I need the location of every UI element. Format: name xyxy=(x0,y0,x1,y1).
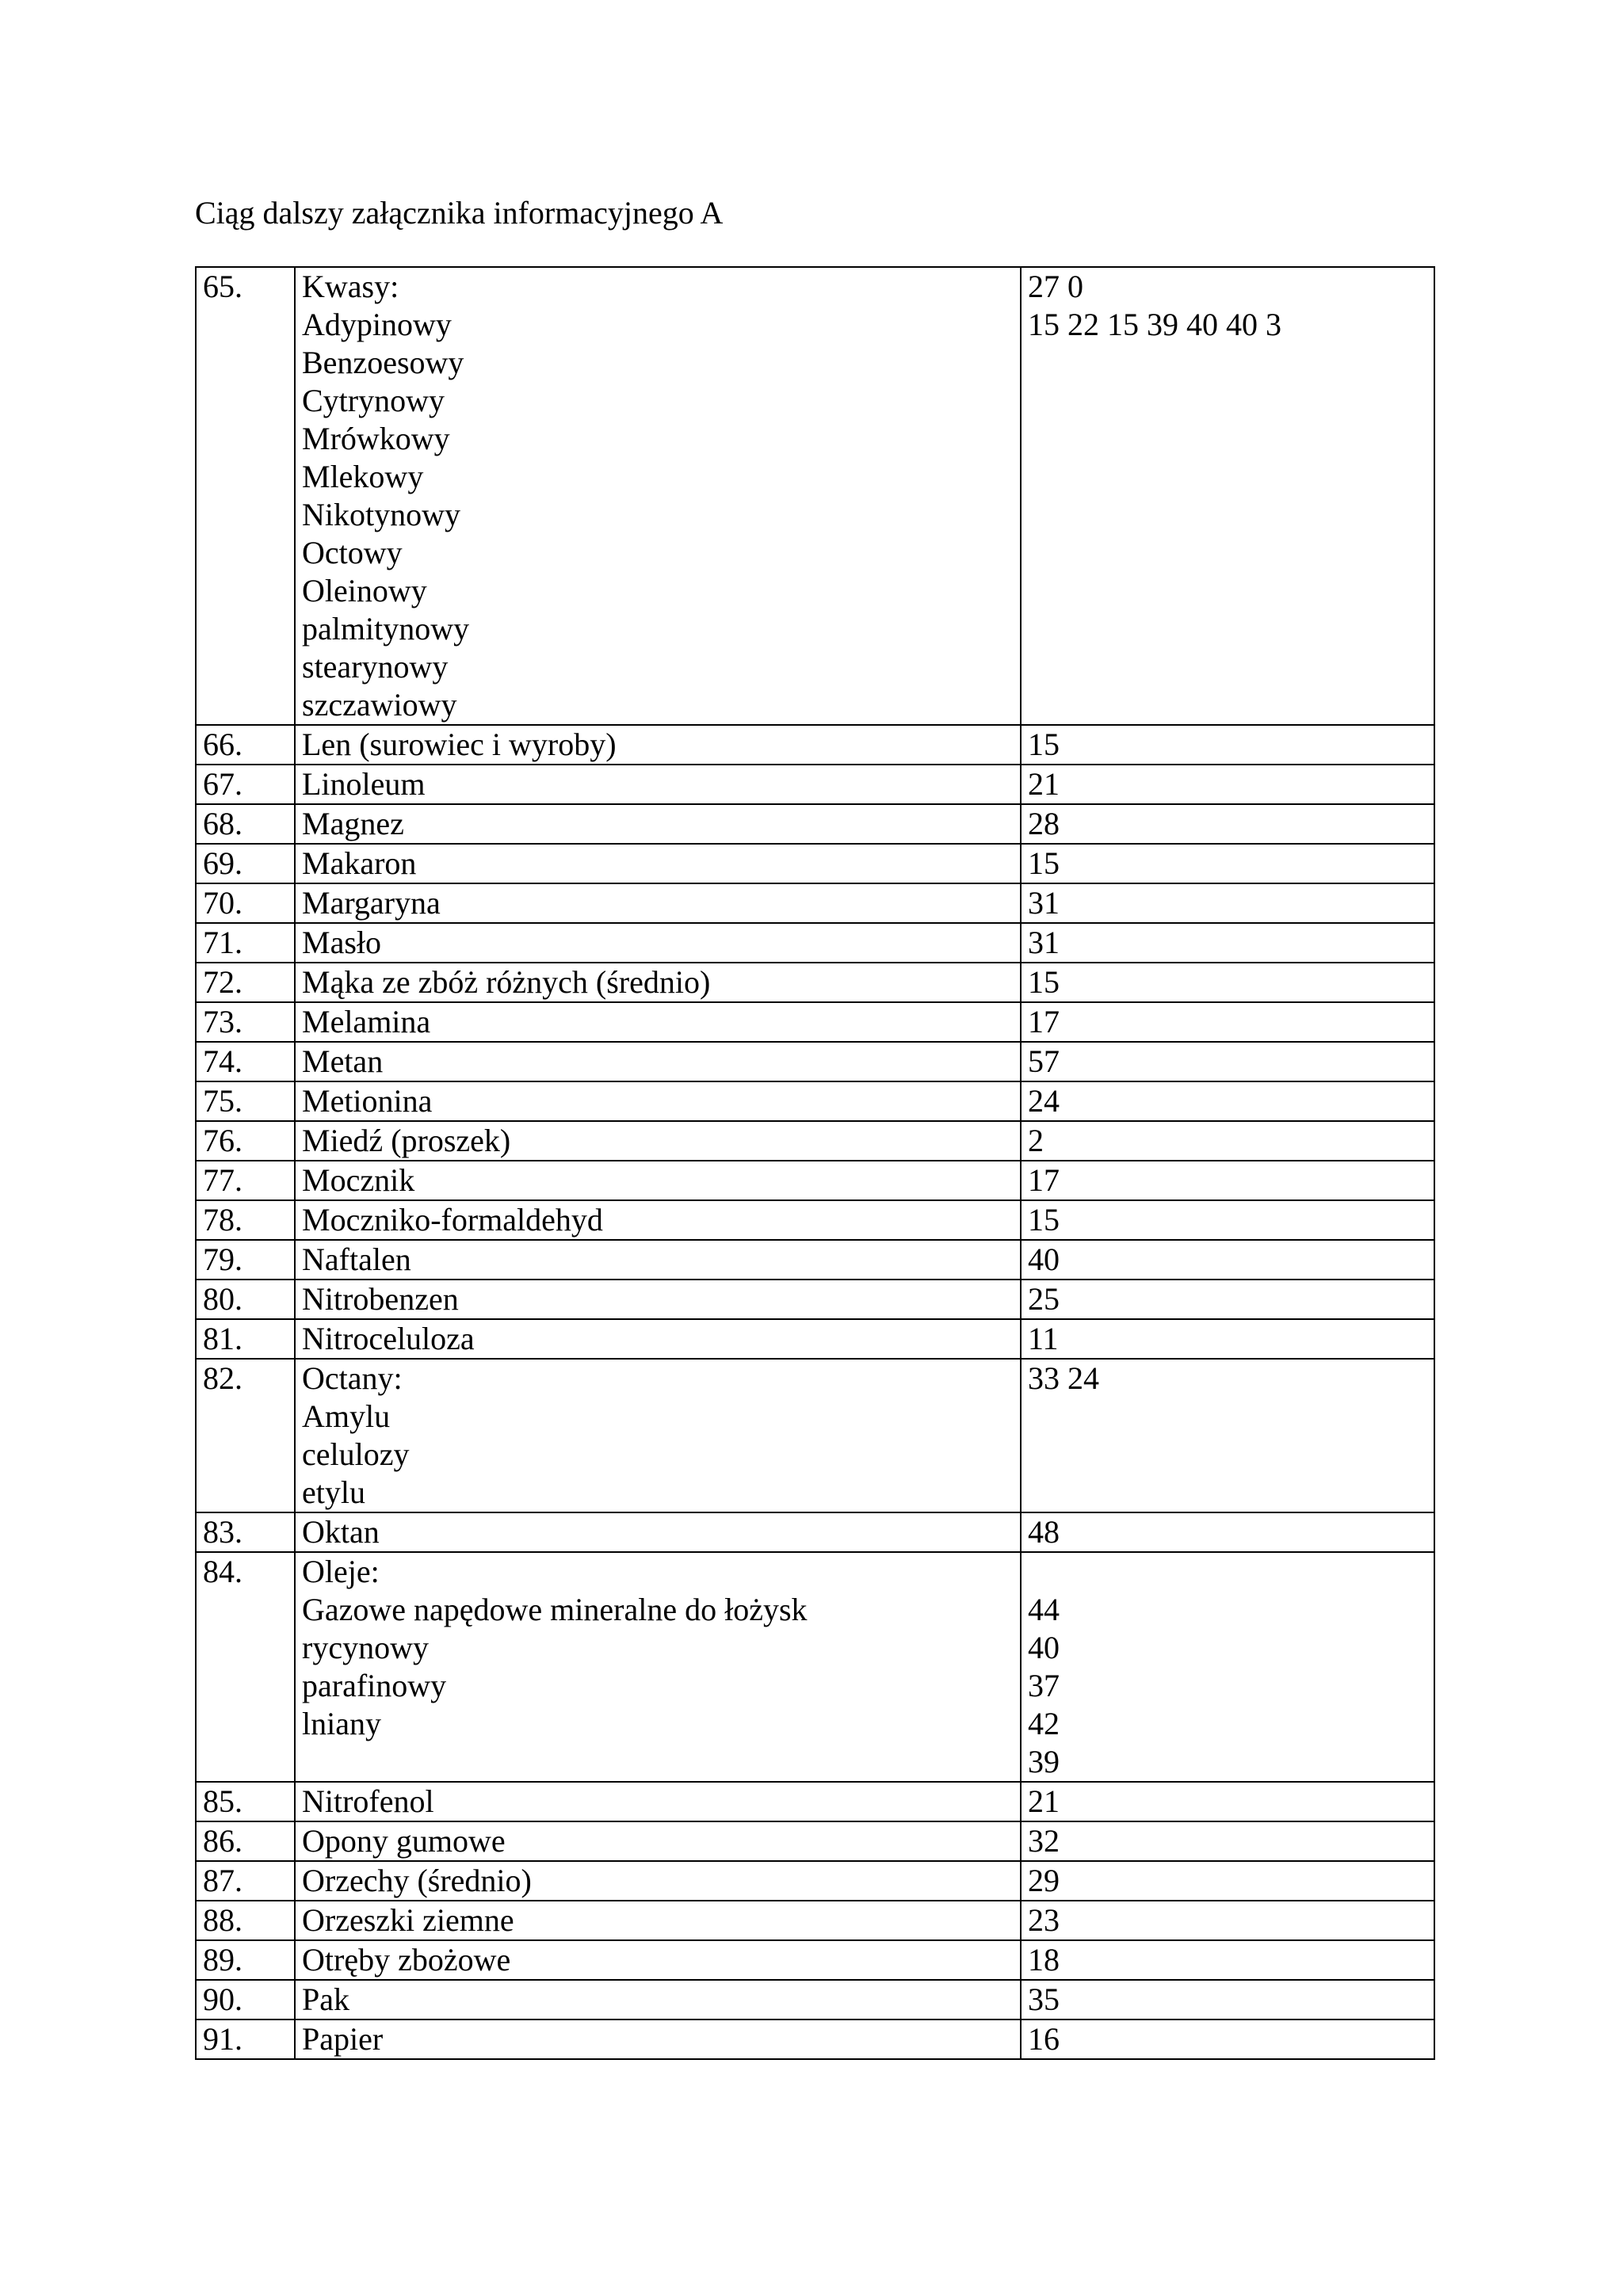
value-text: 48 xyxy=(1028,1514,1060,1550)
table-row xyxy=(196,1161,1434,1200)
row-number-cell xyxy=(196,844,295,883)
row-number-cell xyxy=(196,1081,295,1121)
row-number-cell xyxy=(196,1042,295,1081)
row-number: 88. xyxy=(203,1902,242,1938)
row-number: 91. xyxy=(203,2021,242,2057)
value-cell xyxy=(1021,963,1434,1002)
row-number-cell xyxy=(196,1980,295,2019)
row-number-cell xyxy=(196,1940,295,1980)
row-number: 70. xyxy=(203,885,242,921)
substance-name: Nitroceluloza xyxy=(302,1321,475,1356)
row-number-cell xyxy=(196,883,295,923)
row-number: 82. xyxy=(203,1360,242,1396)
value-text: 18 xyxy=(1028,1942,1060,1978)
row-number: 75. xyxy=(203,1083,242,1119)
value-text: 11 xyxy=(1028,1321,1059,1356)
row-number-cell xyxy=(196,1002,295,1042)
row-number: 66. xyxy=(203,727,242,762)
table-row xyxy=(196,1940,1434,1980)
table-row xyxy=(196,1552,1434,1782)
row-number-cell xyxy=(196,1200,295,1240)
value-text: 31 xyxy=(1028,885,1060,921)
value-text: 57 xyxy=(1028,1043,1060,1079)
row-number-cell xyxy=(196,1161,295,1200)
value-cell xyxy=(1021,1552,1434,1782)
substance-cell xyxy=(295,1980,1021,2019)
value-text: 16 xyxy=(1028,2021,1060,2057)
table-row xyxy=(196,844,1434,883)
value-cell xyxy=(1021,1081,1434,1121)
value-cell xyxy=(1021,923,1434,963)
value-text: 15 xyxy=(1028,727,1060,762)
row-number-cell xyxy=(196,765,295,804)
substance-name: parafinowy xyxy=(302,1668,447,1703)
value-text: 35 xyxy=(1028,1981,1060,2017)
substance-cell xyxy=(295,1512,1021,1552)
value-cell xyxy=(1021,1161,1434,1200)
row-number: 84. xyxy=(203,1554,242,1589)
row-number: 67. xyxy=(203,766,242,802)
value-cell xyxy=(1021,1240,1434,1280)
row-number-cell xyxy=(196,1121,295,1161)
substance-cell xyxy=(295,267,1021,725)
substance-cell xyxy=(295,1280,1021,1319)
substance-cell xyxy=(295,883,1021,923)
substance-name: Metan xyxy=(302,1043,384,1079)
row-number: 72. xyxy=(203,964,242,1000)
substance-name: Melamina xyxy=(302,1004,431,1039)
row-number-cell xyxy=(196,725,295,765)
value-text: 24 xyxy=(1028,1083,1060,1119)
substance-name: rycynowy xyxy=(302,1630,429,1665)
value-cell xyxy=(1021,765,1434,804)
value-cell xyxy=(1021,1940,1434,1980)
value-cell xyxy=(1021,804,1434,844)
substance-name: Makaron xyxy=(302,845,417,881)
row-number: 80. xyxy=(203,1281,242,1317)
table-row xyxy=(196,1980,1434,2019)
value-text: 39 xyxy=(1028,1744,1060,1779)
substance-name: Masło xyxy=(302,925,381,960)
row-number-cell xyxy=(196,1359,295,1512)
substance-cell xyxy=(295,1002,1021,1042)
value-text: 15 xyxy=(1028,964,1060,1000)
value-text: 21 xyxy=(1028,766,1060,802)
table-row xyxy=(196,1901,1434,1940)
substance-name: Pak xyxy=(302,1981,349,2017)
value-text: 25 xyxy=(1028,1281,1060,1317)
substance-name: Amylu xyxy=(302,1398,391,1434)
substance-cell xyxy=(295,2019,1021,2059)
value-cell xyxy=(1021,725,1434,765)
row-number-cell xyxy=(196,804,295,844)
row-number-cell xyxy=(196,1782,295,1821)
table-row xyxy=(196,1782,1434,1821)
value-cell xyxy=(1021,1280,1434,1319)
data-table xyxy=(195,266,1435,2060)
row-number: 74. xyxy=(203,1043,242,1079)
substance-name: Nitrobenzen xyxy=(302,1281,459,1317)
row-number-cell xyxy=(196,2019,295,2059)
value-text: 37 xyxy=(1028,1668,1060,1703)
row-number: 77. xyxy=(203,1162,242,1198)
table-row xyxy=(196,1042,1434,1081)
substance-name: Gazowe napędowe mineralne do łożysk xyxy=(302,1592,808,1627)
substance-name: stearynowy xyxy=(302,649,449,685)
value-cell xyxy=(1021,1002,1434,1042)
value-text: 15 xyxy=(1028,1202,1060,1238)
row-number: 89. xyxy=(203,1942,242,1978)
value-cell xyxy=(1021,1319,1434,1359)
value-text: 23 xyxy=(1028,1902,1060,1938)
row-number: 86. xyxy=(203,1823,242,1859)
substance-name xyxy=(302,1743,1020,1781)
substance-name: Orzechy (średnio) xyxy=(302,1863,532,1898)
row-number: 87. xyxy=(203,1863,242,1898)
table-row xyxy=(196,1319,1434,1359)
substance-cell xyxy=(295,1240,1021,1280)
table-row xyxy=(196,2019,1434,2059)
value-cell xyxy=(1021,1200,1434,1240)
substance-name: Mocznik xyxy=(302,1162,415,1198)
value-cell xyxy=(1021,1042,1434,1081)
substance-cell xyxy=(295,804,1021,844)
value-cell xyxy=(1021,883,1434,923)
row-number: 90. xyxy=(203,1981,242,2017)
row-number: 79. xyxy=(203,1241,242,1277)
table-row xyxy=(196,267,1434,725)
value-cell xyxy=(1021,267,1434,725)
substance-cell xyxy=(295,1821,1021,1861)
row-number-cell xyxy=(196,923,295,963)
substance-cell xyxy=(295,1901,1021,1940)
value-text: 21 xyxy=(1028,1783,1060,1819)
value-text: 2 xyxy=(1028,1123,1044,1158)
table-row xyxy=(196,725,1434,765)
value-text: 40 xyxy=(1028,1241,1060,1277)
row-number: 71. xyxy=(203,925,242,960)
substance-name: Otręby zbożowe xyxy=(302,1942,511,1978)
value-text: 15 xyxy=(1028,845,1060,881)
substance-name: Metionina xyxy=(302,1083,433,1119)
value-text xyxy=(1028,1553,1434,1591)
substance-name: Linoleum xyxy=(302,766,426,802)
substance-name: Kwasy: xyxy=(302,269,399,304)
substance-name: Oleje: xyxy=(302,1554,380,1589)
substance-name: celulozy xyxy=(302,1436,410,1472)
value-text: 28 xyxy=(1028,806,1060,841)
substance-name: Nitrofenol xyxy=(302,1783,434,1819)
row-number: 76. xyxy=(203,1123,242,1158)
value-text: 32 xyxy=(1028,1823,1060,1859)
table-row xyxy=(196,1002,1434,1042)
table-row xyxy=(196,1280,1434,1319)
table-row xyxy=(196,1121,1434,1161)
row-number-cell xyxy=(196,1821,295,1861)
value-text: 44 xyxy=(1028,1592,1060,1627)
row-number-cell xyxy=(196,963,295,1002)
substance-name: palmitynowy xyxy=(302,611,470,646)
substance-cell xyxy=(295,923,1021,963)
substance-name: Miedź (proszek) xyxy=(302,1123,511,1158)
substance-name: Papier xyxy=(302,2021,384,2057)
table-row xyxy=(196,1240,1434,1280)
table-row xyxy=(196,1081,1434,1121)
substance-cell xyxy=(295,1319,1021,1359)
table-row xyxy=(196,1200,1434,1240)
value-cell xyxy=(1021,844,1434,883)
substance-name: Oktan xyxy=(302,1514,380,1550)
value-text: 27 0 xyxy=(1028,269,1083,304)
table-row xyxy=(196,765,1434,804)
substance-name: Orzeszki ziemne xyxy=(302,1902,514,1938)
substance-cell xyxy=(295,844,1021,883)
value-cell xyxy=(1021,1359,1434,1512)
row-number: 73. xyxy=(203,1004,242,1039)
substance-name: Mrówkowy xyxy=(302,421,450,456)
value-cell xyxy=(1021,2019,1434,2059)
substance-name: Nikotynowy xyxy=(302,497,460,532)
table-row xyxy=(196,1861,1434,1901)
value-text: 31 xyxy=(1028,925,1060,960)
substance-name: Oleinowy xyxy=(302,573,427,608)
substance-name: Opony gumowe xyxy=(302,1823,506,1859)
substance-cell xyxy=(295,1081,1021,1121)
value-cell xyxy=(1021,1861,1434,1901)
substance-name: szczawiowy xyxy=(302,687,457,723)
substance-cell xyxy=(295,1552,1021,1782)
substance-name: Mąka ze zbóż różnych (średnio) xyxy=(302,964,711,1000)
value-text: 17 xyxy=(1028,1162,1060,1198)
value-cell xyxy=(1021,1512,1434,1552)
substance-name: lniany xyxy=(302,1706,381,1741)
substance-name: Margaryna xyxy=(302,885,441,921)
row-number: 69. xyxy=(203,845,242,881)
row-number: 68. xyxy=(203,806,242,841)
substance-cell xyxy=(295,1940,1021,1980)
row-number: 81. xyxy=(203,1321,242,1356)
value-cell xyxy=(1021,1980,1434,2019)
substance-cell xyxy=(295,1161,1021,1200)
table-row xyxy=(196,804,1434,844)
row-number-cell xyxy=(196,1512,295,1552)
table-row xyxy=(196,1359,1434,1512)
page-heading: Ciąg dalszy załącznika informacyjnego A xyxy=(195,195,724,231)
substance-cell xyxy=(295,1121,1021,1161)
row-number: 78. xyxy=(203,1202,242,1238)
row-number: 65. xyxy=(203,269,242,304)
substance-cell xyxy=(295,1200,1021,1240)
value-cell xyxy=(1021,1121,1434,1161)
substance-name: Benzoesowy xyxy=(302,345,464,380)
row-number: 85. xyxy=(203,1783,242,1819)
value-text: 29 xyxy=(1028,1863,1060,1898)
row-number: 83. xyxy=(203,1514,242,1550)
table-row xyxy=(196,923,1434,963)
row-number-cell xyxy=(196,267,295,725)
substance-name: Cytrynowy xyxy=(302,383,445,418)
substance-name: Mlekowy xyxy=(302,459,424,494)
row-number-cell xyxy=(196,1552,295,1782)
row-number-cell xyxy=(196,1901,295,1940)
substance-name: Magnez xyxy=(302,806,404,841)
substance-cell xyxy=(295,1359,1021,1512)
table-row xyxy=(196,1821,1434,1861)
value-text: 42 xyxy=(1028,1706,1060,1741)
substance-name: Octowy xyxy=(302,535,403,570)
row-number-cell xyxy=(196,1280,295,1319)
row-number-cell xyxy=(196,1319,295,1359)
value-text: 40 xyxy=(1028,1630,1060,1665)
substance-cell xyxy=(295,1042,1021,1081)
row-number-cell xyxy=(196,1240,295,1280)
substance-cell xyxy=(295,963,1021,1002)
substance-name: Moczniko-formaldehyd xyxy=(302,1202,603,1238)
substance-name: etylu xyxy=(302,1474,365,1510)
substance-cell xyxy=(295,1861,1021,1901)
value-cell xyxy=(1021,1821,1434,1861)
substance-name: Adypinowy xyxy=(302,307,452,342)
value-text: 15 22 15 39 40 40 3 xyxy=(1028,307,1281,342)
value-text: 33 24 xyxy=(1028,1360,1099,1396)
substance-cell xyxy=(295,1782,1021,1821)
table-row xyxy=(196,883,1434,923)
row-number-cell xyxy=(196,1861,295,1901)
table-body xyxy=(196,267,1434,2059)
table-row xyxy=(196,963,1434,1002)
substance-cell xyxy=(295,725,1021,765)
value-cell xyxy=(1021,1782,1434,1821)
value-cell xyxy=(1021,1901,1434,1940)
value-text: 17 xyxy=(1028,1004,1060,1039)
substance-cell xyxy=(295,765,1021,804)
substance-name: Len (surowiec i wyroby) xyxy=(302,727,617,762)
table-row xyxy=(196,1512,1434,1552)
substance-name: Naftalen xyxy=(302,1241,411,1277)
substance-name: Octany: xyxy=(302,1360,403,1396)
